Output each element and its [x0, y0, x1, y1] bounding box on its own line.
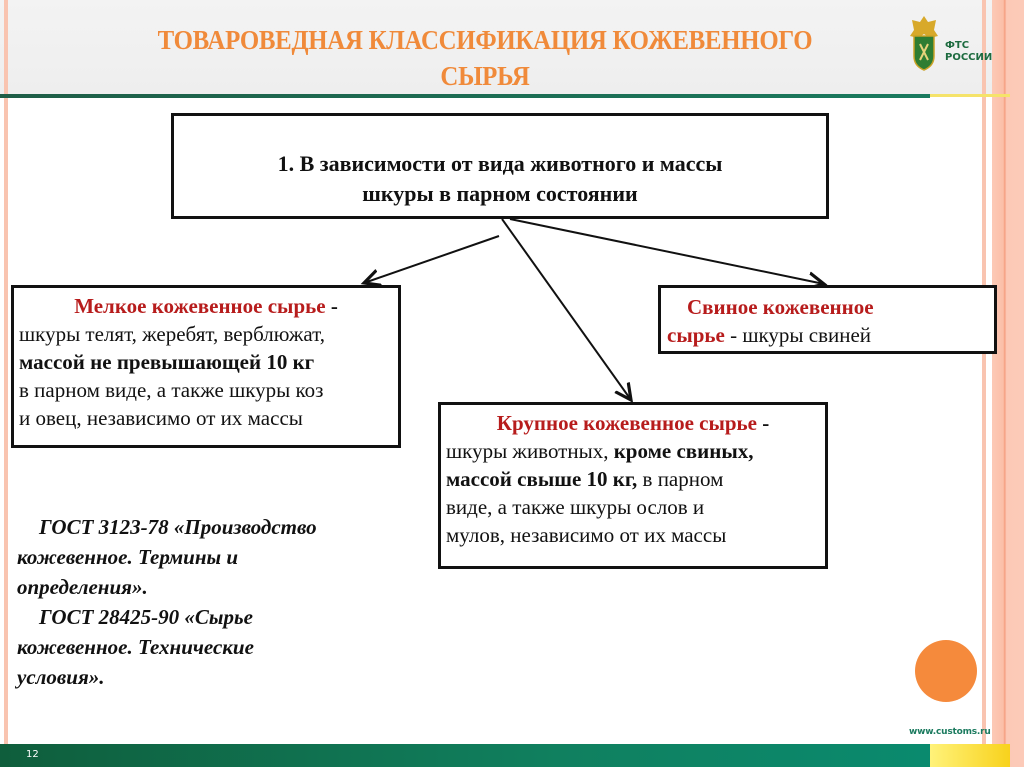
small-dash: -: [325, 294, 338, 318]
root-line-1: 1. В зависимости от вида животного и массы: [277, 151, 723, 176]
gost-2-line-3: условия».: [17, 665, 105, 689]
small-bold: массой не превышающей 10 кг: [19, 350, 315, 374]
small-raw-box: [11, 285, 401, 448]
pig-raw-box: [658, 285, 997, 354]
arrow-to-large: [502, 219, 631, 400]
large-bold-1: кроме свиных,: [613, 439, 754, 463]
gost-2-line-1: ГОСТ 28425-90 «Сырье: [39, 605, 253, 629]
pig-term-2: сырье: [667, 323, 725, 347]
pig-text: - шкуры свиней: [724, 323, 872, 347]
large-text-2: в парном: [637, 467, 724, 491]
footer-bar: [0, 744, 930, 767]
large-raw-box: [438, 402, 828, 569]
large-text-3: виде, а также шкуры ослов и: [446, 495, 705, 519]
title-line-2: СЫРЬЯ: [440, 61, 530, 91]
large-text-1: шкуры животных,: [446, 439, 614, 463]
pig-term-1: Свиное кожевенное: [687, 295, 874, 319]
page-number: 12: [26, 749, 39, 760]
large-text-4: мулов, независимо от их массы: [446, 523, 727, 547]
logo-line-2: РОССИИ: [945, 52, 993, 63]
gost-1-line-1: ГОСТ 3123-78 «Производство: [39, 515, 317, 539]
small-term: Мелкое кожевенное сырье: [74, 294, 326, 318]
small-text-3: и овец, независимо от их массы: [19, 406, 303, 430]
large-dash: -: [756, 411, 770, 435]
large-bold-2: массой свыше 10 кг,: [446, 467, 638, 491]
title-line-1: ТОВАРОВЕДНАЯ КЛАССИФИКАЦИЯ КОЖЕВЕННОГО: [157, 25, 813, 55]
large-term: Крупное кожевенное сырье: [496, 411, 757, 435]
gost-references: [17, 512, 407, 692]
gost-1-line-2: кожевенное. Термины и: [17, 545, 239, 569]
footer-accent: [930, 744, 1010, 767]
arrow-to-small: [364, 236, 499, 283]
root-category-box: [171, 113, 829, 219]
gost-2-line-2: кожевенное. Технические: [17, 635, 254, 659]
website-link[interactable]: www.customs.ru: [909, 727, 991, 737]
root-line-2: шкуры в парном состоянии: [362, 181, 638, 206]
small-text-2: в парном виде, а также шкуры коз: [19, 378, 324, 402]
logo-line-1: ФТС: [945, 40, 970, 51]
small-text-1: шкуры телят, жеребят, верблюжат,: [19, 322, 326, 346]
decorative-circle: [915, 640, 977, 702]
gost-1-line-3: определения».: [17, 575, 148, 599]
arrow-to-pig: [510, 219, 824, 284]
